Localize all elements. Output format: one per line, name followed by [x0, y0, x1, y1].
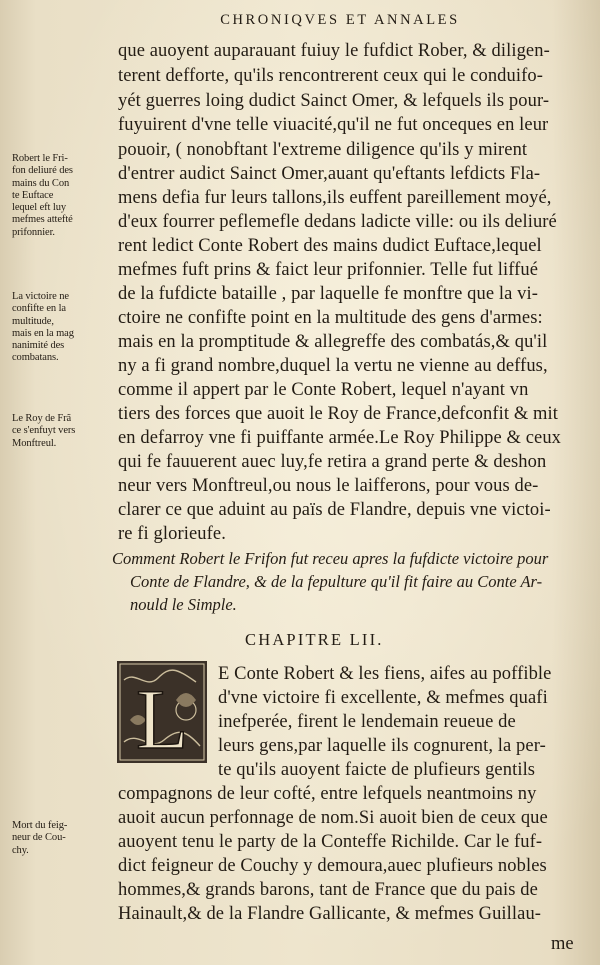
summary-line: Comment Robert le Frifon fut receu apres la fufdicte victoire pour: [112, 549, 549, 568]
text-line: mefmes fuft prins & faict leur prifonnier. Telle fut liffué: [118, 260, 539, 280]
margin-note-line: te Euftace: [12, 189, 54, 201]
drop-cap-ornament: [116, 660, 208, 764]
margin-note-line: fon deliuré des: [12, 165, 73, 177]
drop-cap-initial: [116, 660, 208, 764]
text-line: auoyent tenu le party de la Conteffe Richilde. Car le fuf-: [118, 832, 543, 852]
text-line: que auoyent auparauant fuiuy le fufdict Rober, & diligen-: [118, 41, 550, 61]
margin-note-line: confifte en la: [12, 303, 66, 315]
running-header: CHRONIQVES ET ANNALES: [220, 12, 460, 28]
catchword: me: [551, 934, 574, 954]
text-line: re fi glorieufe.: [118, 524, 226, 544]
margin-note-victoire: [12, 291, 104, 365]
text-line: leurs gens,par laquelle ils cognurent, la per-: [218, 736, 546, 756]
margin-note-line: Monftreul.: [12, 437, 57, 449]
margin-note-line: Le Roy de Frã: [12, 413, 72, 424]
margin-note-line: prifonnier.: [12, 226, 55, 238]
margin-note-roy: [12, 413, 104, 450]
margin-note-line: chy.: [12, 844, 29, 856]
margin-note-line: combatans.: [12, 352, 59, 364]
text-line: d'eux fourrer peflemefle dedans ladicte ville: ou ils deliuré: [118, 212, 557, 232]
margin-note-line: multitude,: [12, 315, 54, 327]
chapter-title: CHAPITRE LII.: [245, 630, 384, 649]
text-line: E Conte Robert & les fiens, aifes au poffible: [218, 664, 552, 684]
margin-note-line: nanimité des: [12, 340, 65, 352]
margin-note-line: neur de Cou-: [12, 832, 66, 844]
text-line: ctoire ne confifte point en la multitude des gens d'armes:: [118, 308, 543, 328]
text-line: te qu'ils auoyent faicte de plufieurs gentils: [218, 760, 536, 780]
text-line: hommes,& grands barons, tant de France que du pais de: [118, 880, 538, 900]
text-line: mens defia fur leurs tallons,ils euffent pareillement moyé,: [118, 188, 552, 208]
margin-note-robert: [12, 153, 104, 239]
text-line: tiers des forces que auoit le Roy de France,defconfit & mit: [118, 404, 558, 424]
text-line: de la fufdicte bataille , par laquelle fe monftre que la vi-: [118, 284, 539, 304]
margin-note-line: mefmes attefté: [12, 214, 73, 226]
text-line: en defarroy vne fi puiffante armée.Le Roy Philippe & ceux: [118, 428, 562, 448]
text-line: pouoir, ( nonobftant l'extreme diligence qu'ils y mirent: [118, 140, 528, 160]
text-line: dict feigneur de Couchy y demoura,auec plufieurs nobles: [118, 856, 547, 876]
margin-note-line: lequel eft luy: [12, 202, 66, 214]
text-line: clarer ce que aduint au païs de Flandre, depuis vne victoi-: [118, 500, 551, 520]
text-line: mais en la promptitude & allegreffe des combatás,& qu'il: [118, 332, 548, 352]
text-line: compagnons de leur cofté, entre lefquels neantmoins ny: [118, 784, 537, 804]
margin-note-line: Robert le Fri-: [12, 153, 68, 164]
drop-cap-letter: L: [136, 671, 189, 764]
text-line: ny a fi grand nombre,duquel la vertu ne vienne au deffus,: [118, 356, 548, 376]
text-line: comme il appert par le Conte Robert, lequel n'ayant vn: [118, 380, 529, 400]
text-line: neur vers Monftreul,ou nous le laifferons, pour vous de-: [118, 476, 539, 496]
text-line: Hainault,& de la Flandre Gallicante, & mefmes Guillau-: [118, 904, 542, 924]
margin-note-line: mains du Con: [12, 177, 70, 189]
text-line: terent defforte, qu'ils rencontrerent ceux qui le conduifo-: [118, 66, 543, 86]
text-line: inefperée, firent le lendemain reueue de: [218, 712, 516, 732]
text-line: yét guerres loing dudict Sainct Omer, & lefquels ils pour-: [118, 91, 550, 111]
margin-note-line: ce s'enfuyt vers: [12, 425, 76, 437]
text-line: rent ledict Conte Robert des mains dudict Euftace,lequel: [118, 236, 542, 256]
margin-note-couchy: [12, 820, 104, 857]
text-line: d'entrer audict Sainct Omer,auant qu'eftants lefdicts Fla-: [118, 164, 541, 184]
summary-line: Conte de Flandre, & de la fepulture qu'il fit faire au Conte Ar-: [130, 572, 543, 591]
text-line: fuyuirent d'vne telle viuacité,qu'il ne fut onceques en leur: [118, 115, 549, 135]
margin-note-line: Mort du feig-: [12, 820, 68, 831]
text-line: qui fe fauuerent auec luy,fe retira a grand perte & deshon: [118, 452, 547, 472]
text-line: d'vne victoire fi excellente, & mefmes quafi: [218, 688, 548, 708]
margin-note-line: La victoire ne: [12, 291, 69, 302]
summary-line: nould le Simple.: [130, 595, 237, 614]
text-line: auoit aucun perfonnage de nom.Si auoit bien de ceux que: [118, 808, 548, 828]
margin-note-line: mais en la mag: [12, 327, 74, 339]
